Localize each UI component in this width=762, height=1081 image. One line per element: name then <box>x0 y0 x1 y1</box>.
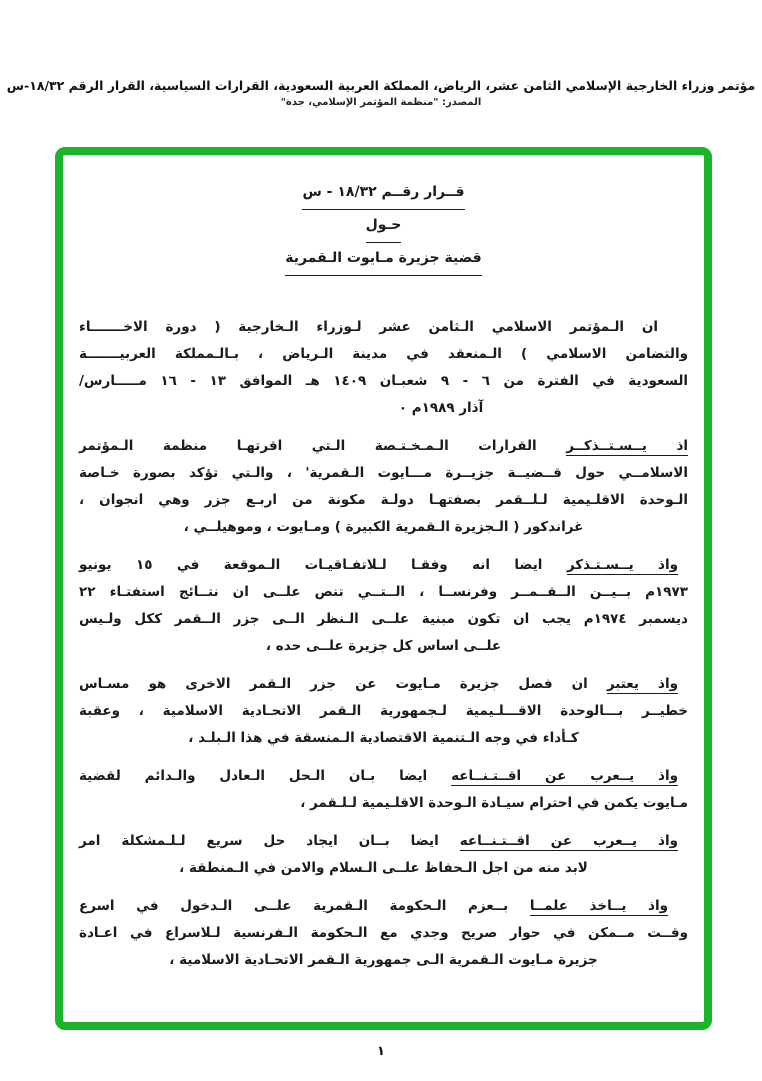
resolution-about-text: حـول <box>366 212 402 243</box>
text-line: مـايوت يكمن في احترام سيـادة الـوحدة الاقلـيمية لـلـقمر ، <box>300 795 688 811</box>
resolution-about-title <box>79 210 688 243</box>
resolution-frame <box>55 147 712 1030</box>
text-line: الـوحدة الاقلـيمية لـلــقمر بصفتهـا دولـة مكونة من اربـع جزر وهي انجوان ، <box>79 492 688 508</box>
header-title: مؤتمر وزراء الخارجية الإسلامي الثامن عشر، الرياض، المملكة العربية السعودية، القرارات السياسية، القرار الرقم ١٨/٣٢-س <box>6 78 756 93</box>
paragraph-taking-note <box>79 893 688 974</box>
paragraph-conviction-just-solution <box>79 763 688 817</box>
text-line: واذ يــاخذ علمــا بــعزم الـحكومة الـقمرية علــى الـدخول في اسرع <box>79 898 669 914</box>
text-line: آذار ١٩٨٩م ٠ <box>398 400 484 416</box>
paragraph-recalling-also <box>79 552 688 660</box>
header-source: المصدر: "منظمة المؤتمر الإسلامي، جدة" <box>280 97 482 108</box>
text-line: علــى اساس كل جزيرة علــى حده ، <box>265 638 502 654</box>
lead-phrase: واذ يــعرب عن اقــتـنــاعه <box>451 768 678 784</box>
text-line: الاسلامــي حول قــضيــة جزيــرة مـــايوت الـقمرية' ، والـتي تؤكد بصورة خـاصة <box>79 465 688 481</box>
text-line: السعودية في الفترة من ٦ - ٩ شعبـان ١٤٠٩ هـ الموافق ١٣ - ١٦ مـــــارس/ <box>79 373 689 389</box>
lead-phrase: واذ يــسـتـذكر <box>566 557 678 573</box>
resolution-subject-text: قضية جزيرة مـايوت الـقمرية <box>285 245 481 276</box>
resolution-number-text: قــرار رقــم ١٨/٣٢ - س <box>302 179 464 210</box>
paragraph-recalling <box>79 433 688 541</box>
text-line: اذ يــسـتــذكــر القرارات الـمـخـتـصة الـتي اقرتهـا منظمة الـمؤتمر <box>79 438 688 454</box>
document-header <box>0 78 762 108</box>
text-line: خطيــر بـــالوحدة الاقـــلـيمية لـجمهورية الـقمر الاتحـادية الاسلامية ، وعقبة <box>79 703 688 719</box>
lead-phrase: واذ يــاخذ علمــا <box>529 898 669 914</box>
resolution-subject-title <box>79 243 688 276</box>
text-line: والتضامن الاسلامي ) الـمنعقد في مدينة الـرياض ، بـالـمملكة العربيـــــــة <box>79 346 688 362</box>
text-line: لابد منه من اجل الـحفاظ علــى الـسلام والامن في الـمنطقة ، <box>179 860 588 876</box>
paragraph-preamble <box>79 314 688 422</box>
text-line: جزيرة مـايوت الـقمرية الـى جمهورية الـقمر الاتحـادية الاسلامية ، <box>169 952 598 968</box>
resolution-title-block <box>79 177 688 276</box>
text-line: ١٩٧٣م بــيــن الــقــمــر وفرنســا ، الــتــي تنص علــى ان نتــائج استفتـاء ٢٢ <box>79 584 688 600</box>
paragraph-conviction-quick-solution <box>79 828 688 882</box>
text-line: واذ يــعرب عن اقــتـنــاعه ايضا بــان ايجاد حل سريع لـلـمشكلة امر <box>79 833 678 849</box>
paragraph-considering <box>79 671 688 752</box>
text-line: ديسمبر ١٩٧٤م يجب ان تكون مبنية علــى الـنظر الــى جزر الــقمر ككل ولـيس <box>79 611 688 627</box>
lead-phrase: واذ يعتبر <box>606 676 678 692</box>
text-line: وقــت مــمكن في حوار صريح وجدي مع الـحكومة الـفرنسية لـلاسراع في اعـادة <box>79 925 688 941</box>
text-line: غراندكور ( الـجزيرة الـقمرية الكبيرة ) ومـايوت ، وموهيلــي ، <box>183 519 584 535</box>
text-line: واذ يــعرب عن اقــتـنــاعه ايضا بـان الـحل الـعادل والـدائم لقضية <box>79 768 678 784</box>
lead-phrase: اذ يــسـتــذكــر <box>566 438 688 454</box>
text-line: كـأداء في وجه الـتنمية الاقتصادية الـمنسقة في هذا الـبلـد ، <box>188 730 579 746</box>
resolution-number-title <box>79 177 688 210</box>
text-line: ان الـمؤتمر الاسلامي الـثامن عشر لـوزراء الـخارجية ( دورة الاخـــــــاء <box>79 319 658 335</box>
lead-phrase: واذ يــعرب عن اقــتـنــاعه <box>459 833 678 849</box>
text-line: واذ يــسـتـذكر ايضا انه وفقـا لـلاتفـاقيـات الـموقعة في ١٥ يونيو <box>79 557 678 573</box>
page-number: ١ <box>377 1044 385 1059</box>
text-line: واذ يعتبر ان فصل جزيرة مـايوت عن جزر الـقمر الاخرى هو مسـاس <box>79 676 678 692</box>
